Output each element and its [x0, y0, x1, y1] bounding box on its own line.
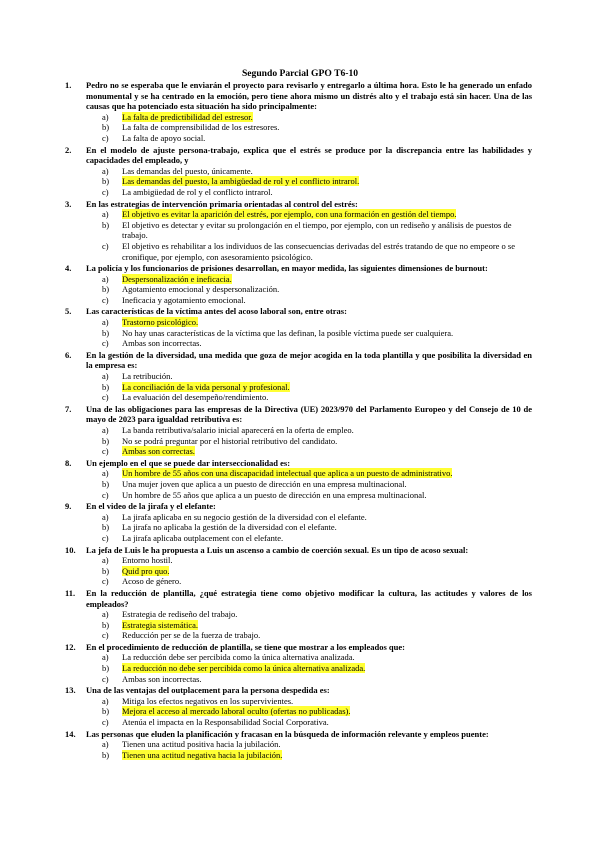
answer-option [86, 176, 532, 187]
question-number: 12. [65, 641, 76, 652]
question-text: En las estrategias de intervención primaria orientadas al control del estrés: [86, 198, 358, 209]
answer-option [86, 739, 532, 750]
answer-option [86, 338, 532, 349]
answer-option [86, 166, 532, 177]
question-item [65, 587, 532, 641]
option-letter: c) [102, 673, 109, 684]
answer-option [86, 187, 532, 198]
question-list [65, 80, 532, 761]
option-letter: b) [102, 749, 110, 760]
option-text: Ineficacia y agotamiento emocional. [122, 294, 246, 305]
option-text: Reducción per se de la fuerza de trabajo. [122, 630, 261, 641]
answer-options [86, 739, 532, 760]
option-letter: a) [102, 468, 109, 479]
answer-options [86, 652, 532, 684]
question-number: 6. [65, 349, 72, 360]
highlighted-answer-text: Ambas son correctas. [122, 446, 195, 457]
question-item [65, 728, 532, 761]
answer-option [86, 468, 532, 479]
question-number: 10. [65, 544, 76, 555]
answer-option [86, 630, 532, 641]
option-text: La banda retributiva/salario inicial aparecerá en la oferta de empleo. [122, 425, 354, 435]
question-text: Una de las obligaciones para las empresas de la Directiva (UE) 2023/970 del Parlamento Europeo y del Consejo de 10 de mayo de 2023 para igualdad retributiva es: [86, 403, 532, 425]
answer-option [86, 717, 532, 728]
option-text: La falta de comprensibilidad de los estresores. [122, 122, 280, 133]
answer-option [86, 274, 532, 285]
highlighted-answer-text: Tienen una actitud negativa hacia la jubilación. [122, 749, 283, 760]
option-letter: b) [102, 219, 110, 230]
answer-option [86, 284, 532, 295]
page-title: Segundo Parcial GPO T6-10 [241, 68, 359, 79]
question-item [65, 263, 532, 305]
option-letter: a) [102, 111, 109, 122]
highlighted-answer-text: La falta de predictibilidad del estresor. [122, 111, 253, 122]
question-text: Las personas que eluden la planificación y fracasan en la búsqueda de información relevante y empleos puente: [86, 728, 489, 739]
question-number: 7. [65, 403, 72, 414]
highlighted-answer-text: Las demandas del puesto, la ambigüedad de rol y el conflicto intrarol. [122, 176, 360, 187]
option-text: La evaluación del desempeño/rendimiento. [122, 392, 269, 403]
answer-option [86, 750, 532, 761]
answer-option [86, 609, 532, 620]
answer-option [86, 122, 532, 133]
answer-option [86, 392, 532, 403]
highlighted-answer-text: Quid pro quo. [122, 565, 170, 576]
option-letter: b) [102, 327, 110, 338]
question-text: En el modelo de ajuste persona-trabajo, explica que el estrés se produce por la discrepancia entre las habilidades y capacidades del empleado, y [86, 144, 532, 166]
highlighted-answer-text: El objetivo es evitar la aparición del estrés, por ejemplo, con una formación en gestión del tiempo. [122, 209, 457, 220]
option-text: Agotamiento emocional y despersonalización. [122, 284, 280, 295]
answer-option [86, 555, 532, 566]
answer-option [86, 328, 532, 339]
answer-option [86, 241, 532, 262]
question-text: Las características de la víctima antes del acoso laboral son, entre otras: [86, 306, 347, 317]
answer-options [86, 209, 532, 262]
question-item [65, 403, 532, 457]
answer-options [86, 166, 532, 198]
question-item [65, 501, 532, 543]
question-text: En la reducción de plantilla, ¿qué estrategia tiene como objetivo modificar la cultura, las actitudes y valores de los empleados? [86, 587, 532, 609]
option-letter: c) [102, 240, 109, 251]
answer-option [86, 490, 532, 501]
highlighted-answer-text: Estrategia sistemática. [122, 619, 198, 630]
answer-option [86, 209, 532, 220]
option-letter: c) [102, 717, 109, 728]
question-text: La jefa de Luis le ha propuesta a Luis un ascenso a cambio de coerción sexual. Es un tipo de acoso sexual: [86, 544, 469, 555]
option-letter: c) [102, 576, 109, 587]
option-text: Tienen una actitud positiva hacia la jubilación. [122, 739, 281, 750]
option-letter: b) [102, 122, 110, 133]
question-item [65, 144, 532, 198]
answer-options [86, 555, 532, 587]
answer-option [86, 220, 532, 241]
option-text: Ambas son incorrectas. [122, 338, 202, 349]
question-item [65, 544, 532, 587]
option-letter: b) [102, 522, 110, 533]
answer-option [86, 112, 532, 123]
answer-option [86, 566, 532, 577]
question-text: En el video de la jirafa y el elefante: [86, 501, 216, 512]
option-letter: c) [102, 338, 109, 349]
option-letter: a) [102, 739, 109, 750]
option-text: La falta de apoyo social. [122, 132, 206, 143]
option-text: Entorno hostil. [122, 555, 173, 566]
option-letter: a) [102, 425, 109, 435]
answer-option [86, 295, 532, 306]
answer-option [86, 436, 532, 447]
option-letter: a) [102, 317, 109, 328]
option-letter: c) [102, 630, 109, 641]
question-number: 5. [65, 306, 72, 317]
question-text: Una de las ventajas del outplacement para la persona despedida es: [86, 685, 330, 696]
question-text: La policía y los funcionarios de prisiones desarrollan, en mayor medida, las siguientes dimensiones de burnout: [86, 263, 488, 274]
option-text: La reducción debe ser percibida como la única alternativa analizada. [122, 652, 355, 663]
answer-option [86, 133, 532, 144]
option-letter: c) [102, 186, 109, 197]
answer-options [86, 425, 532, 457]
option-letter: a) [102, 511, 109, 522]
answer-option [86, 696, 532, 707]
question-number: 14. [65, 728, 76, 739]
answer-option [86, 576, 532, 587]
question-item [65, 80, 532, 144]
option-letter: b) [102, 478, 110, 489]
option-letter: b) [102, 706, 110, 717]
highlighted-answer-text: La conciliación de la vida personal y profesional. [122, 381, 290, 392]
option-letter: c) [102, 132, 109, 143]
highlighted-answer-text: Mejora el acceso al mercado laboral oculto (ofertas no publicadas). [122, 706, 351, 717]
answer-option [86, 533, 532, 544]
option-letter: a) [102, 209, 109, 220]
answer-option [86, 674, 532, 685]
question-text: Un ejemplo en el que se puede dar interseccionalidad es: [86, 457, 291, 468]
option-text: Un hombre de 55 años que aplica a un puesto de dirección en una empresa multinacional. [122, 489, 427, 500]
option-letter: b) [102, 619, 110, 630]
option-text: No se podrá preguntar por el historial retributivo del candidato. [122, 435, 338, 446]
option-letter: a) [102, 609, 109, 620]
answer-option [86, 371, 532, 382]
answer-option [86, 382, 532, 393]
answer-option [86, 317, 532, 328]
option-text: Mitiga los efectos negativos en los supervivientes. [122, 695, 294, 706]
option-text: Una mujer joven que aplica a un puesto de dirección en una empresa multinacional. [122, 478, 407, 489]
answer-option [86, 522, 532, 533]
question-number: 3. [65, 198, 72, 209]
option-letter: a) [102, 165, 109, 176]
question-text: En el procedimiento de reducción de plantilla, se tiene que mostrar a los empleados que: [86, 641, 405, 652]
option-text: Acoso de género. [122, 576, 182, 587]
option-letter: b) [102, 381, 110, 392]
question-item [65, 198, 532, 263]
question-number: 13. [65, 685, 76, 696]
answer-option [86, 512, 532, 523]
option-text: La ambigüedad de rol y el conflicto intrarol. [122, 186, 273, 197]
option-text: El objetivo es rehabilitar a los individuos de las consecuencias derivadas del estrés tratando de que no empeore o se cronifique, por ejemplo, con asesoramiento psicológico. [122, 240, 515, 262]
option-letter: a) [102, 371, 109, 382]
question-number: 2. [65, 144, 72, 155]
option-letter: b) [102, 176, 110, 187]
option-text: Ambas son incorrectas. [122, 673, 202, 684]
highlighted-answer-text: La reducción no debe ser percibida como la única alternativa analizada. [122, 663, 366, 674]
answer-options [86, 112, 532, 144]
question-number: 1. [65, 80, 72, 90]
question-item [65, 685, 532, 728]
answer-options [86, 371, 532, 403]
option-text: Atenúa el impacta en la Responsabilidad Social Corporativa. [122, 717, 329, 728]
option-text: No hay unas características de la víctima que las definan, la posible víctima puede ser cualquiera. [122, 327, 454, 338]
answer-options [86, 317, 532, 349]
question-number: 8. [65, 457, 72, 468]
option-letter: b) [102, 435, 110, 446]
option-letter: c) [102, 532, 109, 543]
answer-options [86, 512, 532, 544]
question-item [65, 641, 532, 684]
option-letter: a) [102, 652, 109, 663]
question-text: Pedro no se esperaba que le enviarán el proyecto para revisarlo y entregarlo a última hora. Esto le ha generado un enfado monumental y se ha centrado en la emoción, pero tiene ahora mismo un distrés alto y el trabajo está sin hacer. Una de las causas que ha potenciado esta situación ha sido principalmente: [86, 80, 532, 112]
question-item [65, 457, 532, 500]
answer-options [86, 609, 532, 641]
answer-options [86, 696, 532, 728]
option-text: Estrategia de rediseño del trabajo. [122, 609, 238, 620]
option-letter: c) [102, 446, 109, 457]
option-letter: a) [102, 273, 109, 284]
question-text: En la gestión de la diversidad, una medida que goza de mejor acogida en la toda plantilla y que posibilita la diversidad en la empresa es: [86, 349, 532, 371]
option-letter: c) [102, 489, 109, 500]
option-letter: c) [102, 294, 109, 305]
option-text: El objetivo es detectar y evitar su prolongación en el tiempo, por ejemplo, con un rediseño y análisis de puestos de trabajo. [122, 219, 512, 241]
answer-options [86, 468, 532, 500]
answer-option [86, 652, 532, 663]
option-text: La jirafa no aplicaba la gestión de la diversidad con el elefante. [122, 522, 337, 533]
option-text: La jirafa aplicaba en su negocio gestión de la diversidad con el elefante. [122, 511, 367, 522]
option-text: La retribución. [122, 371, 173, 382]
answer-option [86, 620, 532, 631]
option-letter: c) [102, 392, 109, 403]
question-item [65, 306, 532, 349]
option-letter: a) [102, 555, 109, 566]
option-text: La jirafa aplicaba outplacement con el elefante. [122, 532, 284, 543]
answer-options [86, 274, 532, 306]
question-number: 11. [65, 587, 76, 598]
answer-option [86, 425, 532, 436]
answer-option [86, 446, 532, 457]
question-number: 9. [65, 501, 72, 512]
highlighted-answer-text: Despersonalización e ineficacia. [122, 273, 232, 284]
option-letter: b) [102, 663, 110, 674]
question-number: 4. [65, 263, 72, 274]
highlighted-answer-text: Trastorno psicológico. [122, 317, 199, 328]
highlighted-answer-text: Un hombre de 55 años con una discapacidad intelectual que aplica a un puesto de administrativo. [122, 468, 453, 479]
answer-option [86, 479, 532, 490]
option-letter: b) [102, 565, 110, 576]
question-item [65, 349, 532, 403]
option-text: Las demandas del puesto, únicamente. [122, 165, 253, 176]
option-letter: b) [102, 284, 110, 295]
answer-option [86, 706, 532, 717]
option-letter: a) [102, 695, 109, 706]
answer-option [86, 663, 532, 674]
